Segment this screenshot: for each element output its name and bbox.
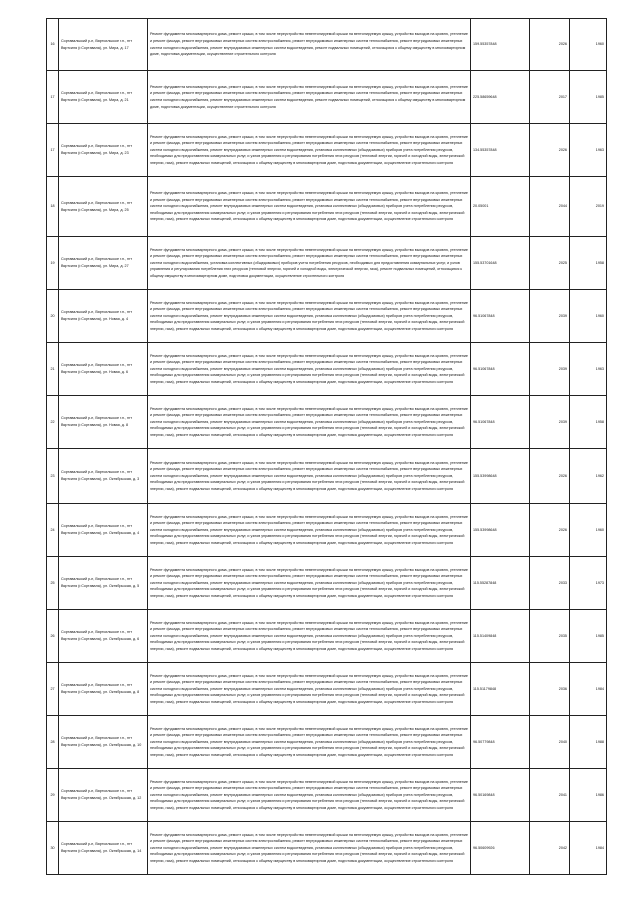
address-cell: Сортавальский р-н, Вяртсильское г.п., пгт Вяртсиля (г.Сортавала), ул. Новая, д. 6 [59,343,148,396]
works-description-cell: Ремонт фундамента многоквартирного дома, ремонт крыши, в том числе переустройство невентилируемой крыши на вентилируемую крышу, устройство выходов на кровлю, утепление и ремонт фасада, ремонт внутридомовых инженерных систем электроснабжения, ремонт внутридомовых инженерных систем теплоснабжения, ремонт внутридомовых инженерных систем холодного водоснабжения, ремонт внутридомовых инженерных систем водоотведения, установка коллективных (общедомовых) приборов учета потребления ресурсов, необходимых для предоставления коммунальных услуг, и узлов управления и регулирования потребления этих ресурсов (тепловой энергии, горячей и холодной воды, электрической энергии, газа), ремонт подвальных помещений, относящихся к общему имуществу в многоквартирном доме, подготовка документации, осуществление строительного контроля [148,663,471,716]
planned-year-cell: 2039 [530,343,570,396]
planned-year-cell: 2042 [530,822,570,875]
construction-year-cell: 1963 [570,343,607,396]
construction-year-cell: 1958 [570,237,607,290]
table-row [47,504,607,557]
address-cell: Сортавальский р-н, Вяртсильское г.п., пгт Вяртсиля (г.Сортавала), ул. Мира, д. 25 [59,177,148,237]
works-description-cell: Ремонт фундамента многоквартирного дома, ремонт крыши, в том числе переустройство невентилируемой крыши на вентилируемую крышу, устройство выходов на кровлю, утепление и ремонт фасада, ремонт внутридомовых инженерных систем электроснабжения, ремонт внутридомовых инженерных систем теплоснабжения, ремонт внутридомовых инженерных систем холодного водоснабжения, ремонт внутридомовых инженерных систем водоотведения, установка коллективных (общедомовых) приборов учета потребления ресурсов, необходимых для предоставления коммунальных услуг, и узлов управления и регулирования потребления этих ресурсов (тепловой энергии, горячей и холодной воды, электрической энергии, газа), ремонт подвальных помещений, относящихся к общему имуществу в многоквартирном доме, подготовка документации, осуществление строительного контроля [148,822,471,875]
cost-cell: 115.55287848 [471,557,530,610]
table-row [47,769,607,822]
construction-year-cell: 1960 [570,19,607,71]
table-row [47,663,607,716]
repair-program-table [46,18,607,875]
works-description-cell: Ремонт фундамента многоквартирного дома, ремонт крыши, в том числе переустройство невентилируемой крыши на вентилируемую крышу, устройство выходов на кровлю, утепление и ремонт фасада, ремонт внутридомовых инженерных систем электроснабжения, ремонт внутридомовых инженерных систем теплоснабжения, ремонт внутридомовых инженерных систем холодного водоснабжения, ремонт внутридомовых инженерных систем водоотведения, установка коллективных (общедомовых) приборов учета потребления ресурсов, необходимых для предоставления коммунальных услуг, и узлов управления и регулирования потребления этих ресурсов (тепловой энергии, горячей и холодной воды, электрической энергии, газа), ремонт подвальных помещений, относящихся к общему имуществу в многоквартирном доме, подготовка документации, осуществление строительного контроля [148,557,471,610]
address-cell: Сортавальский р-н, Вяртсильское г.п., пгт Вяртсиля (г.Сортавала), ул. Новая, д. 8 [59,396,148,449]
cost-cell: 155.53998648 [471,504,530,557]
address-cell: Сортавальский р-н, Вяртсильское г.п., пгт Вяртсиля (г.Сортавала), ул. Октябрьская, д. 3 [59,449,148,504]
cost-cell: 96.50779848 [471,716,530,769]
planned-year-cell: 2017 [530,71,570,124]
row-number: 16 [47,19,59,71]
table-row [47,822,607,875]
row-number: 23 [47,449,59,504]
construction-year-cell: 1973 [570,557,607,610]
planned-year-cell: 2026 [530,504,570,557]
address-cell: Сортавальский р-н, Вяртсильское г.п., пгт Вяртсиля (г.Сортавала), ул. Мира, д. 23 [59,124,148,177]
construction-year-cell: 1960 [570,504,607,557]
planned-year-cell: 2039 [530,396,570,449]
construction-year-cell: 1962 [570,449,607,504]
construction-year-cell: 1958 [570,396,607,449]
row-number: 27 [47,663,59,716]
cost-cell: 155.53701648 [471,237,530,290]
construction-year-cell: 1960 [570,290,607,343]
construction-year-cell: 1985 [570,610,607,663]
planned-year-cell: 2044 [530,177,570,237]
row-number: 18 [47,177,59,237]
cost-cell: 225.58659648 [471,71,530,124]
row-number: 21 [47,343,59,396]
table-row [47,610,607,663]
construction-year-cell: 1988 [570,716,607,769]
table-row [47,290,607,343]
table-row [47,716,607,769]
row-number: 26 [47,610,59,663]
address-cell: Сортавальский р-н, Вяртсильское г.п., пгт Вяртсиля (г.Сортавала), ул. Октябрьская, д. 12 [59,769,148,822]
construction-year-cell: 1985 [570,71,607,124]
address-cell: Сортавальский р-н, Вяртсильское г.п., пгт Вяртсиля (г.Сортавала), ул. Октябрьская, д. 5 [59,557,148,610]
table-row [47,396,607,449]
table-row [47,71,607,124]
construction-year-cell: 1963 [570,124,607,177]
cost-cell: 96.51067848 [471,396,530,449]
table-row [47,19,607,71]
cost-cell: 115.51179848 [471,663,530,716]
row-number: 19 [47,237,59,290]
planned-year-cell: 2033 [530,557,570,610]
table-row [47,177,607,237]
cost-cell: 115.51409848 [471,610,530,663]
row-number: 29 [47,769,59,822]
works-description-cell: Ремонт фундамента многоквартирного дома, ремонт крыши, в том числе переустройство невентилируемой крыши на вентилируемую крышу, устройство выходов на кровлю, утепление и ремонт фасада, ремонт внутридомовых инженерных систем электроснабжения, ремонт внутридомовых инженерных систем теплоснабжения, ремонт внутридомовых инженерных систем холодного водоснабжения, ремонт внутридомовых инженерных систем водоотведения, установка коллективных (общедомовых) приборов учета потребления ресурсов, необходимых для предоставления коммунальных услуг, и узлов управления и регулирования потребления этих ресурсов (тепловой энергии, горячей и холодной воды, электрической энергии, газа), ремонт подвальных помещений, относящихся к общему имуществу в многоквартирном доме, подготовка документации, осуществление строительного контроля [148,177,471,237]
cost-cell: 155.53998648 [471,449,530,504]
cost-cell: 159.55357848 [471,19,530,71]
planned-year-cell: 2026 [530,449,570,504]
planned-year-cell: 2025 [530,237,570,290]
planned-year-cell: 2035 [530,610,570,663]
planned-year-cell: 2026 [530,124,570,177]
table-row [47,343,607,396]
row-number: 17 [47,71,59,124]
address-cell: Сортавальский р-н, Вяртсильское г.п., пгт Вяртсиля (г.Сортавала), ул. Мира, д. 17 [59,19,148,71]
planned-year-cell: 2039 [530,290,570,343]
works-description-cell: Ремонт фундамента многоквартирного дома, ремонт крыши, в том числе переустройство невентилируемой крыши на вентилируемую крышу, устройство выходов на кровлю, утепление и ремонт фасада, ремонт внутридомовых инженерных систем электроснабжения, ремонт внутридомовых инженерных систем теплоснабжения, ремонт внутридомовых инженерных систем холодного водоснабжения, ремонт внутридомовых инженерных систем водоотведения, установка коллективных (общедомовых) приборов учета потребления ресурсов, необходимых для предоставления коммунальных услуг, и узлов управления и регулирования потребления этих ресурсов (тепловой энергии, горячей и холодной воды, электрической энергии, газа), ремонт подвальных помещений, относящихся к общему имуществу в многоквартирном доме, подготовка документации, осуществление строительного контроля [148,504,471,557]
planned-year-cell: 2026 [530,19,570,71]
works-description-cell: Ремонт фундамента многоквартирного дома, ремонт крыши, в том числе переустройство невентилируемой крыши на вентилируемую крышу, устройство выходов на кровлю, утепление и ремонт фасада, ремонт внутридомовых инженерных систем электроснабжения, ремонт внутридомовых инженерных систем теплоснабжения, ремонт внутридомовых инженерных систем холодного водоснабжения, установка коллективных (общедомовых) приборов учета потребления ресурсов, необходимых для предоставления коммунальных услуг, и узлов управления и регулирования потребления этих ресурсов (тепловой энергии, горячей и холодной воды, электрической энергии, газа), ремонт подвальных помещений, относящихся к общему имуществу в многоквартирном доме, подготовка документации, осуществление строительного контроля [148,237,471,290]
works-description-cell: Ремонт фундамента многоквартирного дома, ремонт крыши, в том числе переустройство невентилируемой крыши на вентилируемую крышу, устройство выходов на кровлю, утепление и ремонт фасада, ремонт внутридомовых инженерных систем электроснабжения, ремонт внутридомовых инженерных систем теплоснабжения, ремонт внутридомовых инженерных систем холодного водоснабжения, ремонт внутридомовых инженерных систем водоотведения, установка коллективных (общедомовых) приборов учета потребления ресурсов, необходимых для предоставления коммунальных услуг, и узлов управления и регулирования потребления этих ресурсов (тепловой энергии, горячей и холодной воды, электрической энергии, газа), ремонт подвальных помещений, относящихся к общему имуществу в многоквартирном доме, подготовка документации, осуществление строительного контроля [148,290,471,343]
cost-cell: 96.50609926 [471,822,530,875]
cost-cell: 96.51067848 [471,343,530,396]
works-description-cell: Ремонт фундамента многоквартирного дома, ремонт крыши, в том числе переустройство невентилируемой крыши на вентилируемую крышу, устройство выходов на кровлю, утепление и ремонт фасада, ремонт внутридомовых инженерных систем электроснабжения, ремонт внутридомовых инженерных систем теплоснабжения, ремонт внутридомовых инженерных систем холодного водоснабжения, ремонт внутридомовых инженерных систем водоотведения, установка коллективных (общедомовых) приборов учета потребления ресурсов, необходимых для предоставления коммунальных услуг, и узлов управления и регулирования потребления этих ресурсов (тепловой энергии, горячей и холодной воды, электрической энергии, газа), ремонт подвальных помещений, относящихся к общему имуществу в многоквартирном доме, подготовка документации, осуществление строительного контроля [148,716,471,769]
cost-cell: 20.05001 [471,177,530,237]
row-number: 28 [47,716,59,769]
address-cell: Сортавальский р-н, Вяртсильское г.п., пгт Вяртсиля (г.Сортавала), ул. Октябрьская, д. 14 [59,822,148,875]
construction-year-cell: 1984 [570,663,607,716]
works-description-cell: Ремонт фундамента многоквартирного дома, ремонт крыши, в том числе переустройство невентилируемой крыши на вентилируемую крышу, устройство выходов на кровлю, утепление и ремонт фасада, ремонт внутридомовых инженерных систем электроснабжения, ремонт внутридомовых инженерных систем теплоснабжения, ремонт внутридомовых инженерных систем холодного водоснабжения, ремонт внутридомовых инженерных систем водоотведения, установка коллективных (общедомовых) приборов учета потребления ресурсов, необходимых для предоставления коммунальных услуг, и узлов управления и регулирования потребления этих ресурсов (тепловой энергии, горячей и холодной воды, электрической энергии, газа), ремонт подвальных помещений, относящихся к общему имуществу в многоквартирном доме, подготовка документации, осуществление строительного контроля [148,769,471,822]
row-number: 17 [47,124,59,177]
works-description-cell: Ремонт фундамента многоквартирного дома, ремонт крыши, в том числе переустройство невентилируемой крыши на вентилируемую крышу, устройство выходов на кровлю, утепление и ремонт фасада, ремонт внутридомовых инженерных систем электроснабжения, ремонт внутридомовых инженерных систем теплоснабжения, ремонт внутридомовых инженерных систем холодного водоснабжения, ремонт внутридомовых инженерных систем водоотведения, установка коллективных (общедомовых) приборов учета потребления ресурсов, необходимых для предоставления коммунальных услуг, и узлов управления и регулирования потребления этих ресурсов (тепловой энергии, горячей и холодной воды, электрической энергии, газа), ремонт подвальных помещений, относящихся к общему имуществу в многоквартирном доме, подготовка документации, осуществление строительного контроля [148,396,471,449]
works-description-cell: Ремонт фундамента многоквартирного дома, ремонт крыши, в том числе переустройство невентилируемой крыши на вентилируемую крышу, устройство выходов на кровлю, утепление и ремонт фасада, ремонт внутридомовых инженерных систем электроснабжения, ремонт внутридомовых инженерных систем теплоснабжения, ремонт внутридомовых инженерных систем холодного водоснабжения, ремонт внутридомовых инженерных систем водоотведения, установка коллективных (общедомовых) приборов учета потребления ресурсов, необходимых для предоставления коммунальных услуг, и узлов управления и регулирования потребления этих ресурсов (тепловой энергии, горячей и холодной воды, электрической энергии, газа), ремонт подвальных помещений, относящихся к общему имуществу в многоквартирном доме, подготовка документации, осуществление строительного контроля [148,124,471,177]
row-number: 22 [47,396,59,449]
address-cell: Сортавальский р-н, Вяртсильское г.п., пгт Вяртсиля (г.Сортавала), ул. Октябрьская, д. 4 [59,504,148,557]
address-cell: Сортавальский р-н, Вяртсильское г.п., пгт Вяртсиля (г.Сортавала), ул. Мира, д. 21 [59,71,148,124]
table-row [47,557,607,610]
works-description-cell: Ремонт фундамента многоквартирного дома, ремонт крыши, в том числе переустройство невентилируемой крыши на вентилируемую крышу, устройство выходов на кровлю, утепление и ремонт фасада, ремонт внутридомовых инженерных систем электроснабжения, ремонт внутридомовых инженерных систем теплоснабжения, ремонт внутридомовых инженерных систем холодного водоснабжения, ремонт внутридомовых инженерных систем водоотведения, установка коллективных (общедомовых) приборов учета потребления ресурсов, необходимых для предоставления коммунальных услуг, и узлов управления и регулирования потребления этих ресурсов (тепловой энергии, горячей и холодной воды, электрической энергии, газа), ремонт подвальных помещений, относящихся к общему имуществу в многоквартирном доме, подготовка документации, осуществление строительного контроля [148,343,471,396]
construction-year-cell: 1986 [570,769,607,822]
table-row [47,449,607,504]
address-cell: Сортавальский р-н, Вяртсильское г.п., пгт Вяртсиля (г.Сортавала), ул. Октябрьская, д. 8 [59,663,148,716]
works-description-cell: Ремонт фундамента многоквартирного дома, ремонт крыши, в том числе переустройство невентилируемой крыши на вентилируемую крышу, устройство выходов на кровлю, утепление и ремонт фасада, ремонт внутридомовых инженерных систем электроснабжения, ремонт внутридомовых инженерных систем теплоснабжения, ремонт внутридомовых инженерных систем холодного водоснабжения, ремонт внутридомовых инженерных систем водоотведения, установка коллективных (общедомовых) приборов учета потребления ресурсов, необходимых для предоставления коммунальных услуг, и узлов управления и регулирования потребления этих ресурсов (тепловой энергии, горячей и холодной воды, электрической энергии, газа), ремонт подвальных помещений, относящихся к общему имуществу в многоквартирном доме, подготовка документации, осуществление строительного контроля [148,449,471,504]
address-cell: Сортавальский р-н, Вяртсильское г.п., пгт Вяртсиля (г.Сортавала), ул. Октябрьская, д. 10 [59,716,148,769]
planned-year-cell: 2036 [530,663,570,716]
row-number: 20 [47,290,59,343]
construction-year-cell: 2019 [570,177,607,237]
row-number: 30 [47,822,59,875]
address-cell: Сортавальский р-н, Вяртсильское г.п., пгт Вяртсиля (г.Сортавала), ул. Новая, д. 4 [59,290,148,343]
works-description-cell: Ремонт фундамента многоквартирного дома, ремонт крыши, в том числе переустройство невентилируемой крыши на вентилируемую крышу, устройство выходов на кровлю, утепление и ремонт фасада, ремонт внутридомовых инженерных систем электроснабжения, ремонт внутридомовых инженерных систем теплоснабжения, ремонт внутридомовых инженерных систем холодного водоснабжения, ремонт внутридомовых инженерных систем водоотведения, установка коллективных (общедомовых) приборов учета потребления ресурсов, необходимых для предоставления коммунальных услуг, и узлов управления и регулирования потребления этих ресурсов (тепловой энергии, горячей и холодной воды, электрической энергии, газа), ремонт подвальных помещений, относящихся к общему имуществу в многоквартирном доме, подготовка документации, осуществление строительного контроля [148,610,471,663]
table-body [47,19,607,875]
table-row [47,237,607,290]
cost-cell: 96.50169848 [471,769,530,822]
planned-year-cell: 2040 [530,716,570,769]
works-description-cell: Ремонт фундамента многоквартирного дома, ремонт крыши, в том числе переустройство невентилируемой крыши на вентилируемую крышу, устройство выходов на кровлю, утепление и ремонт фасада, ремонт внутридомовых инженерных систем электроснабжения, ремонт внутридомовых инженерных систем теплоснабжения, ремонт внутридомовых инженерных систем холодного водоснабжения, ремонт внутридомовых инженерных систем водоотведения, ремонт подвальных помещений, относящихся к общему имуществу в многоквартирном доме, подготовка документации, осуществление строительного контроля [148,71,471,124]
planned-year-cell: 2041 [530,769,570,822]
address-cell: Сортавальский р-н, Вяртсильское г.п., пгт Вяртсиля (г.Сортавала), ул. Мира, д. 27 [59,237,148,290]
cost-cell: 134.55357848 [471,124,530,177]
table-row [47,124,607,177]
construction-year-cell: 1984 [570,822,607,875]
works-description-cell: Ремонт фундамента многоквартирного дома, ремонт крыши, в том числе переустройство невентилируемой крыши на вентилируемую крышу, устройство выходов на кровлю, утепление и ремонт фасада, ремонт внутридомовых инженерных систем электроснабжения, ремонт внутридомовых инженерных систем теплоснабжения, ремонт внутридомовых инженерных систем холодного водоснабжения, ремонт внутридомовых инженерных систем водоотведения, ремонт подвальных помещений, относящихся к общему имуществу в многоквартирном доме, подготовка документации, осуществление строительного контроля [148,19,471,71]
cost-cell: 96.51067848 [471,290,530,343]
row-number: 25 [47,557,59,610]
address-cell: Сортавальский р-н, Вяртсильское г.п., пгт Вяртсиля (г.Сортавала), ул. Октябрьская, д. 6 [59,610,148,663]
row-number: 24 [47,504,59,557]
